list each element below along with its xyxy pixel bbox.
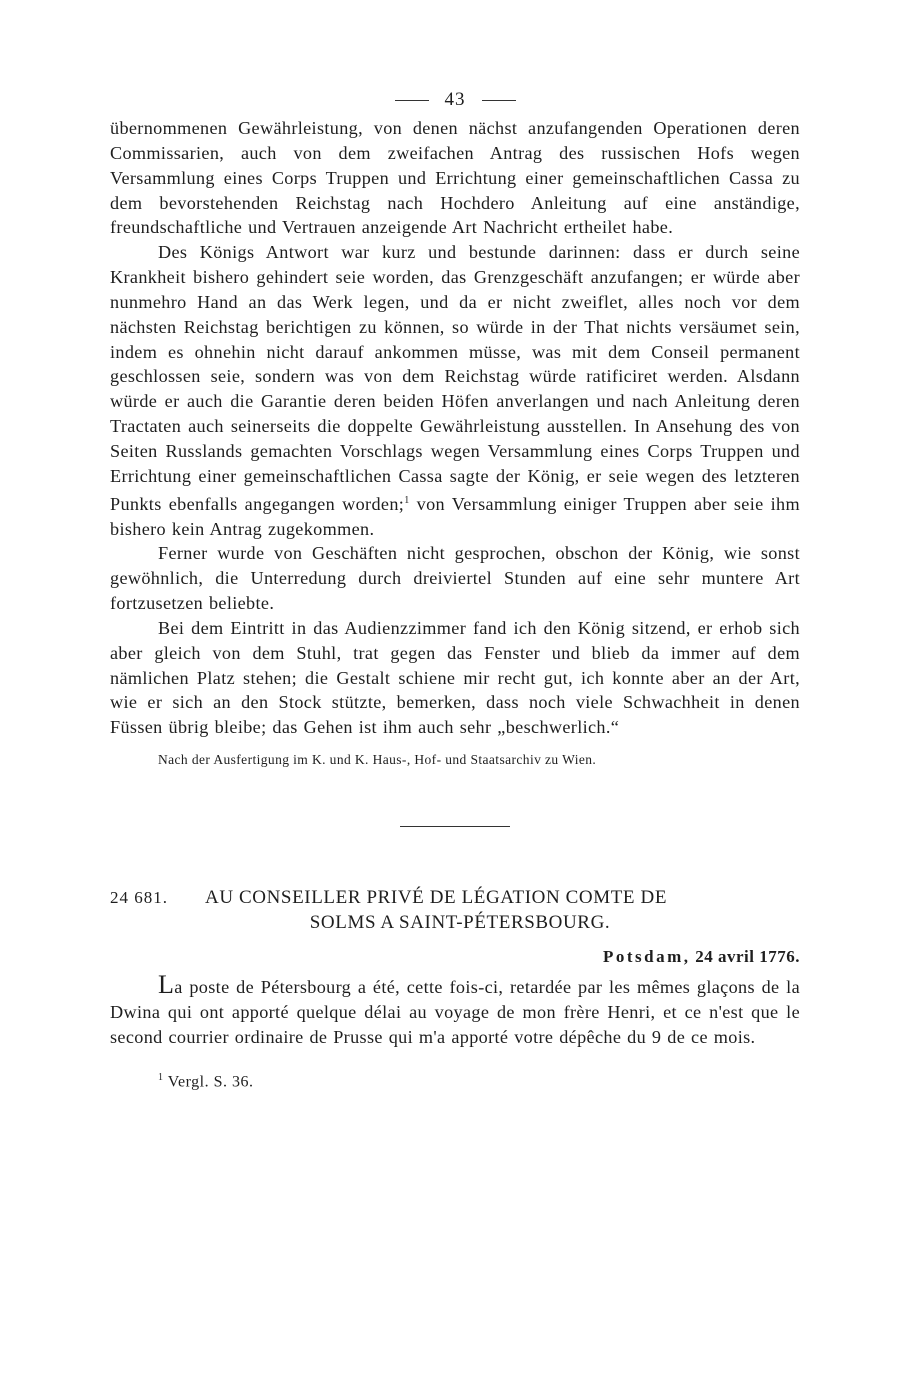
page-number [110,84,800,116]
letter-date: 24 avril 1776. [690,947,800,967]
footnote-reference: 1 [404,494,410,506]
section-divider [400,826,510,827]
footnote-mark: 1 [158,1071,164,1083]
page-number-dash-right [482,100,516,101]
footnote-text: Vergl. S. 36. [163,1073,254,1091]
footnote [110,1072,800,1091]
paragraph-2 [110,240,800,541]
letter-number: 24 681. [110,888,168,908]
letter-body [110,970,800,1050]
letter-dropcap: L [158,970,175,1000]
letter-heading-line1: AU CONSEILLER PRIVÉ DE LÉGATION COMTE DE [205,887,668,909]
letter-heading [110,885,800,935]
page-number-dash-left [395,100,429,101]
paragraph-1: übernommenen Gewährleistung, von denen nächst anzufangenden Operationen deren Commissarien, auch von dem zweifachen Antrag des russischen Hofs wegen Versammlung eines Corps Truppen und Errichtung einer gemeinschaftlichen Cassa zu dem bevorstehenden Reichstag nach Hochdero Anleitung auf eine anständige, freundschaftliche und Vertrauen anzeigende Art Nachricht ertheilet habe. [110,118,800,238]
paragraph-2-text: Des Königs Antwort war kurz und bestunde darinnen: dass er durch seine Krankheit bishero gehindert seie worden, das Grenzgeschäft anzufangen; er würde aber nunmehro Hand an das Werk legen, und da er nicht zweiflet, alles noch vor dem nächsten Reichstag berichtigen zu können, so würde in der That nichts versäumet sein, indem es ohnehin nicht darauf ankommen müsse, was mit dem Conseil permanent geschlossen seie, sondern was von dem Reichstag würde ratificiret werden. Alsdann würde er auch die Garantie deren beiden Höfen anverlangen und nach Anleitung deren Tractaten auch seinerseits die doppelte Gewährleistung ausstellen. In Ansehung des von Seiten Russlands gemachten Vorschlags wegen Versammlung eines Corps Truppen und Errichtung einer gemeinschaftlichen Cassa sagte der König, er seie wegen des letzteren Punkts ebenfalls angegangen worden; [110,242,800,514]
paragraph-3: Ferner wurde von Geschäften nicht gesprochen, obschon der König, wie sonst gewöhnlich, die Unterredung durch dreiviertel Stunden auf eine sehr muntere Art fortzusetzen beliebte. [110,543,800,614]
paragraph-2-continuation: von Versammlung einiger Truppen aber seie ihm bishero kein Antrag zugekommen. [110,493,800,539]
letter-body-text: a poste de Pétersbourg a été, cette fois-ci, retardée par les mêmes glaçons de la Dwina qui ont apporté quelque délai au voyage de mon frère Henri, et ce n'est que le second courrier ordinaire de Prusse qui m'a apporté votre dépêche du 9 de ce mois. [110,977,800,1047]
letter-place: Potsdam, [602,947,691,967]
paragraph-4: Bei dem Eintritt in das Audienzzimmer fand ich den König sitzend, er erhob sich aber gleich von dem Stuhl, trat gegen das Fenster und blieb da immer auf dem nämlichen Platz stehen; die Gestalt schiene mir recht gut, ich konnte aber an der Art, wie er sich an den Stock stützte, bemerken, dass noch viele Schwachheit in denen Füssen übrig bleibe; das Gehen ist ihm auch sehr „beschwerlich.“ [110,617,800,738]
letter-heading-line2: SOLMS A SAINT-PÉTERSBOURG. [309,912,611,934]
document-page [110,84,800,1091]
source-note: Nach der Ausfertigung im K. und K. Haus-, Hof- und Staatsarchiv zu Wien. [158,752,597,768]
letter-dateline [110,945,800,969]
page-number-text: 43 [444,89,466,110]
